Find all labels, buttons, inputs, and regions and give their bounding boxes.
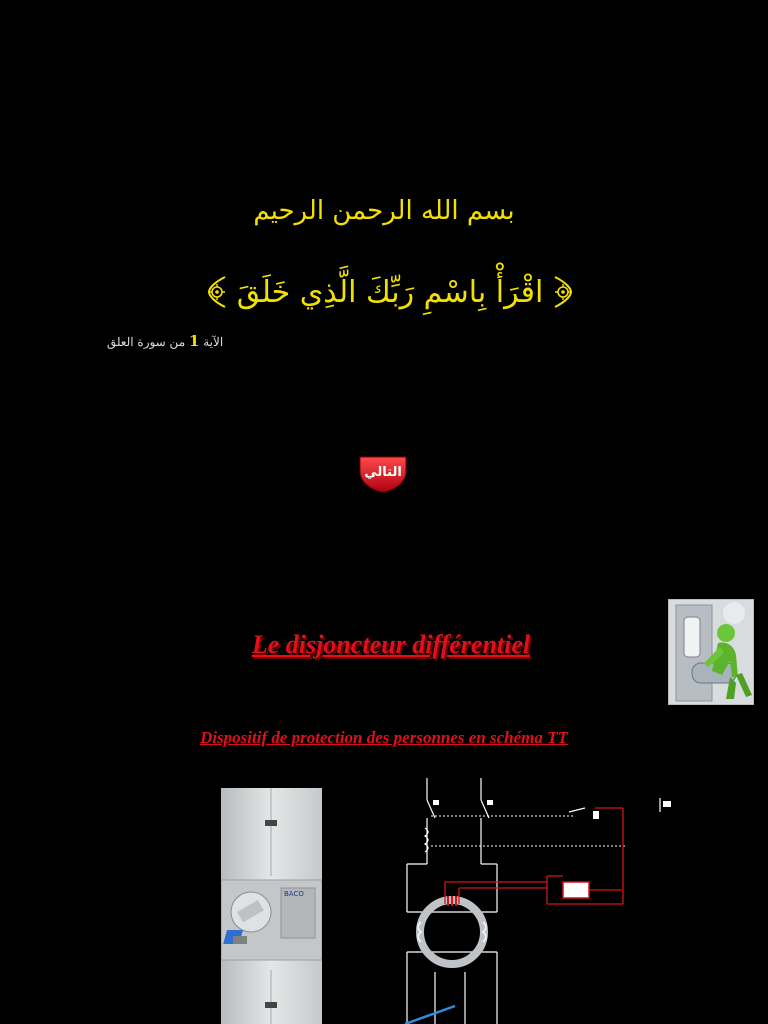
quran-verse-row [195,264,585,320]
next-button[interactable] [358,455,408,493]
reference-suffix: من سورة العلق [106,335,186,349]
slide-title: Le disjoncteur différentiel [251,630,531,659]
basmala-heading: بسم الله الرحمن الرحيم [253,196,515,226]
photo-brand: BACO [284,890,304,898]
verse-reference [100,332,230,350]
breaker-photo [221,788,322,1024]
reference-prefix: الآية [203,335,224,349]
next-button-label: التالي [364,465,402,480]
residual-current-breaker-schematic [395,772,675,1024]
slide-subtitle: Dispositif de protection des personnes en schéma TT [200,728,568,747]
ornament-left-icon [551,275,577,309]
ornament-right-icon [203,275,229,309]
quran-verse-text: اقْرَأْ بِاسْمِ رَبِّكَ الَّذِي خَلَقَ [236,274,544,310]
reference-number: 1 [188,332,200,350]
